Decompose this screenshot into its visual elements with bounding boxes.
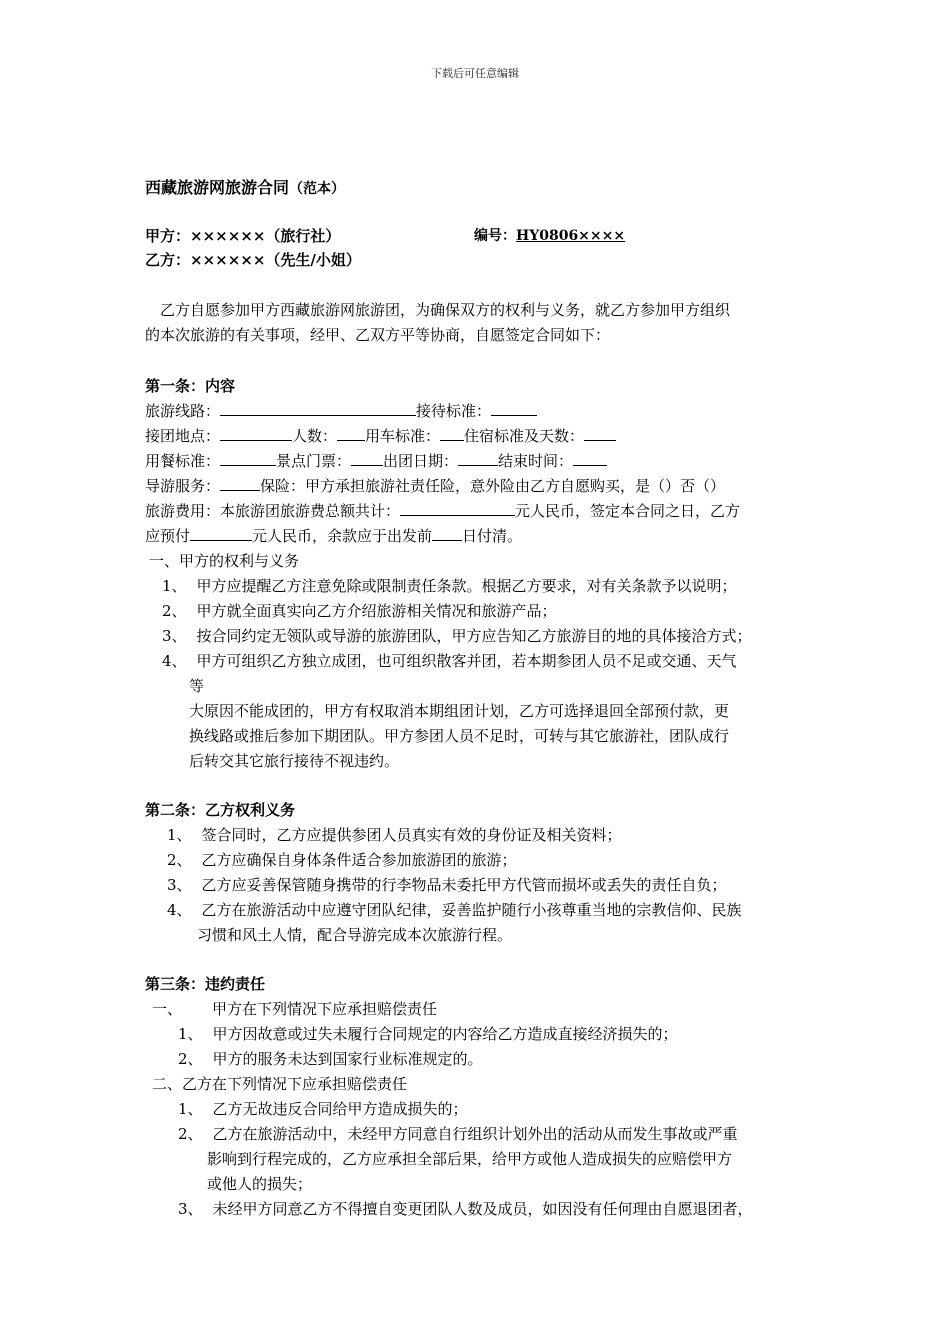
a3-sub2-heading: 二、乙方在下列情况下应承担赔偿责任: [152, 1075, 408, 1093]
a1-item-4-cont-2: 大原因不能成团的，甲方有权取消本期组团计划，乙方可选择退回全部预付款，更: [189, 702, 730, 720]
prepay-end: 日付清。: [462, 527, 523, 545]
article-3-heading: 第三条：违约责任: [145, 975, 266, 993]
meal-blank: [220, 450, 276, 466]
document-title: [145, 176, 345, 201]
vehicle-label: 用车标准：: [365, 427, 441, 445]
guide-row: [145, 474, 725, 498]
a1-item-4: [162, 649, 737, 673]
prepay-row: [145, 524, 522, 548]
depart-label: 出团日期：: [383, 452, 459, 470]
a2-item-1-num: 1、: [167, 826, 192, 844]
reception-blank: [491, 400, 537, 416]
title-suffix: （范本）: [289, 181, 346, 197]
header-note: 下载后可任意编辑: [431, 67, 519, 80]
a2-item-4-num: 4、: [167, 901, 192, 919]
prepay-label: 应预付: [145, 527, 191, 545]
meet-row: [145, 424, 616, 448]
a1-item-3: [162, 624, 752, 648]
a3-sub1-item-2-num: 2、: [178, 1050, 203, 1068]
depart-blank: [458, 450, 498, 466]
a2-item-1: [167, 823, 622, 847]
people-label: 人数：: [292, 427, 338, 445]
a3-sub2-item-2-num: 2、: [178, 1125, 203, 1143]
end-blank: [573, 450, 607, 466]
article-2-heading: 第二条：乙方权利义务: [145, 801, 296, 819]
a3-sub1-num: 一、: [152, 1000, 183, 1018]
a3-sub1-item-2: [178, 1047, 483, 1071]
fee-label: 旅游费用：本旅游团旅游费总额共计：: [145, 502, 401, 520]
insurance-text: 保险：甲方承担旅游社责任险，意外险由乙方自愿购买，是（）否（）: [260, 477, 726, 495]
a2-item-2-text: 乙方应确保自身体条件适合参加旅游团的旅游；: [201, 851, 517, 869]
a3-sub1-item-1-num: 1、: [178, 1025, 203, 1043]
a1-item-1: [162, 574, 737, 598]
a3-sub2-item-2-text: 乙方在旅游活动中，未经甲方同意自行组织计划外出的活动从而发生事故或严重: [212, 1125, 738, 1143]
meet-label: 接团地点：: [145, 427, 221, 445]
number-value: HY0806××××: [516, 228, 626, 244]
a2-item-2: [167, 848, 517, 872]
party-a: 甲方：××××××（旅行社）: [145, 227, 341, 245]
fee-mid: 元人民币，签定本合同之日，乙方: [515, 502, 741, 520]
sub1-heading: 一、甲方的权利与义务: [149, 552, 300, 570]
lodging-blank: [584, 425, 616, 441]
a2-item-3-text: 乙方应妥善保管随身携带的行李物品未委托甲方代管而损坏或丢失的责任自负；: [201, 876, 727, 894]
a3-sub2-item-1-text: 乙方无故违反合同给甲方造成损失的；: [212, 1100, 468, 1118]
fee-row: [145, 499, 740, 523]
a1-item-2-text: 甲方就全面真实向乙方介绍旅游相关情况和旅游产品；: [196, 602, 557, 620]
people-blank: [337, 425, 365, 441]
meal-label: 用餐标准：: [145, 452, 221, 470]
a3-sub1-item-1: [178, 1022, 678, 1046]
a3-sub1-item-2-text: 甲方的服务未达到国家行业标准规定的。: [212, 1050, 483, 1068]
a3-sub2-item-2: [178, 1122, 738, 1146]
guide-label: 导游服务：: [145, 477, 221, 495]
reception-label: 接待标准：: [416, 402, 492, 420]
article-1-heading: 第一条：内容: [145, 377, 236, 395]
a2-item-2-num: 2、: [167, 851, 192, 869]
end-label: 结束时间：: [498, 452, 574, 470]
intro-line-1: 乙方自愿参加甲方西藏旅游网旅游团，为确保双方的权利与义务，就乙方参加甲方组织: [160, 301, 731, 319]
a1-item-1-num: 1、: [162, 577, 187, 595]
tickets-blank: [351, 450, 383, 466]
a1-item-2-num: 2、: [162, 602, 187, 620]
a3-sub2-item-1-num: 1、: [178, 1100, 203, 1118]
route-row: [145, 399, 537, 423]
a3-sub2-item-3: [178, 1197, 753, 1221]
a3-sub1: [152, 997, 437, 1021]
meal-row: [145, 449, 607, 473]
route-blank: [220, 400, 416, 416]
a2-item-4-text: 乙方在旅游活动中应遵守团队纪律，妥善监护随行小孩尊重当地的宗教信仰、民族: [201, 901, 742, 919]
a3-sub2-item-3-text: 未经甲方同意乙方不得擅自变更团队人数及成员，如因没有任何理由自愿退团者，: [212, 1200, 753, 1218]
a3-sub2-item-2-cont-2: 或他人的损失；: [207, 1175, 313, 1193]
lodging-label: 住宿标准及天数：: [464, 427, 585, 445]
party-b: 乙方：××××××（先生/小姐）: [145, 251, 361, 269]
days-blank: [432, 525, 462, 541]
tickets-label: 景点门票：: [276, 452, 352, 470]
a3-sub2-item-1: [178, 1097, 468, 1121]
meet-blank: [220, 425, 292, 441]
route-label: 旅游线路：: [145, 402, 221, 420]
vehicle-blank: [440, 425, 464, 441]
number-label: 编号：: [474, 228, 516, 244]
a2-item-3: [167, 873, 727, 897]
a1-item-3-num: 3、: [162, 627, 187, 645]
a1-item-4-cont-3: 换线路或推后参加下期团队。甲方参团人员不足时，可转与其它旅游社，团队成行: [189, 727, 730, 745]
a3-sub1-text: 甲方在下列情况下应承担赔偿责任: [212, 1000, 438, 1018]
contract-number: [474, 224, 625, 248]
title-text: 西藏旅游网旅游合同: [145, 178, 290, 197]
fee-blank: [400, 500, 515, 516]
a1-item-4-num: 4、: [162, 652, 187, 670]
intro-line-2: 的本次旅游的有关事项，经甲、乙双方平等协商，自愿签定合同如下：: [145, 326, 611, 344]
a1-item-3-text: 按合同约定无领队或导游的旅游团队，甲方应告知乙方旅游目的地的具体接洽方式；: [196, 627, 752, 645]
prepay-blank: [190, 525, 252, 541]
a3-sub1-item-1-text: 甲方因故意或过失未履行合同规定的内容给乙方造成直接经济损失的；: [212, 1025, 678, 1043]
prepay-mid: 元人民币，余款应于出发前: [252, 527, 433, 545]
a2-item-4: [167, 898, 742, 922]
a2-item-3-num: 3、: [167, 876, 192, 894]
a1-item-1-text: 甲方应提醒乙方注意免除或限制责任条款。根据乙方要求，对有关条款予以说明；: [196, 577, 737, 595]
a1-item-4-text: 甲方可组织乙方独立成团，也可组织散客并团，若本期参团人员不足或交通、天气: [196, 652, 737, 670]
a1-item-2: [162, 599, 557, 623]
a3-sub2-item-3-num: 3、: [178, 1200, 203, 1218]
a1-item-4-cont-4: 后转交其它旅行接待不视违约。: [189, 752, 400, 770]
a1-item-4-cont-1: 等: [189, 677, 205, 695]
a3-sub2-item-2-cont-1: 影响到行程完成的，乙方应承担全部后果，给甲方或他人造成损失的应赔偿甲方: [207, 1150, 733, 1168]
a2-item-4-cont: 习惯和风土人情，配合导游完成本次旅游行程。: [197, 926, 513, 944]
a2-item-1-text: 签合同时，乙方应提供参团人员真实有效的身份证及相关资料；: [201, 826, 622, 844]
guide-blank: [220, 475, 260, 491]
